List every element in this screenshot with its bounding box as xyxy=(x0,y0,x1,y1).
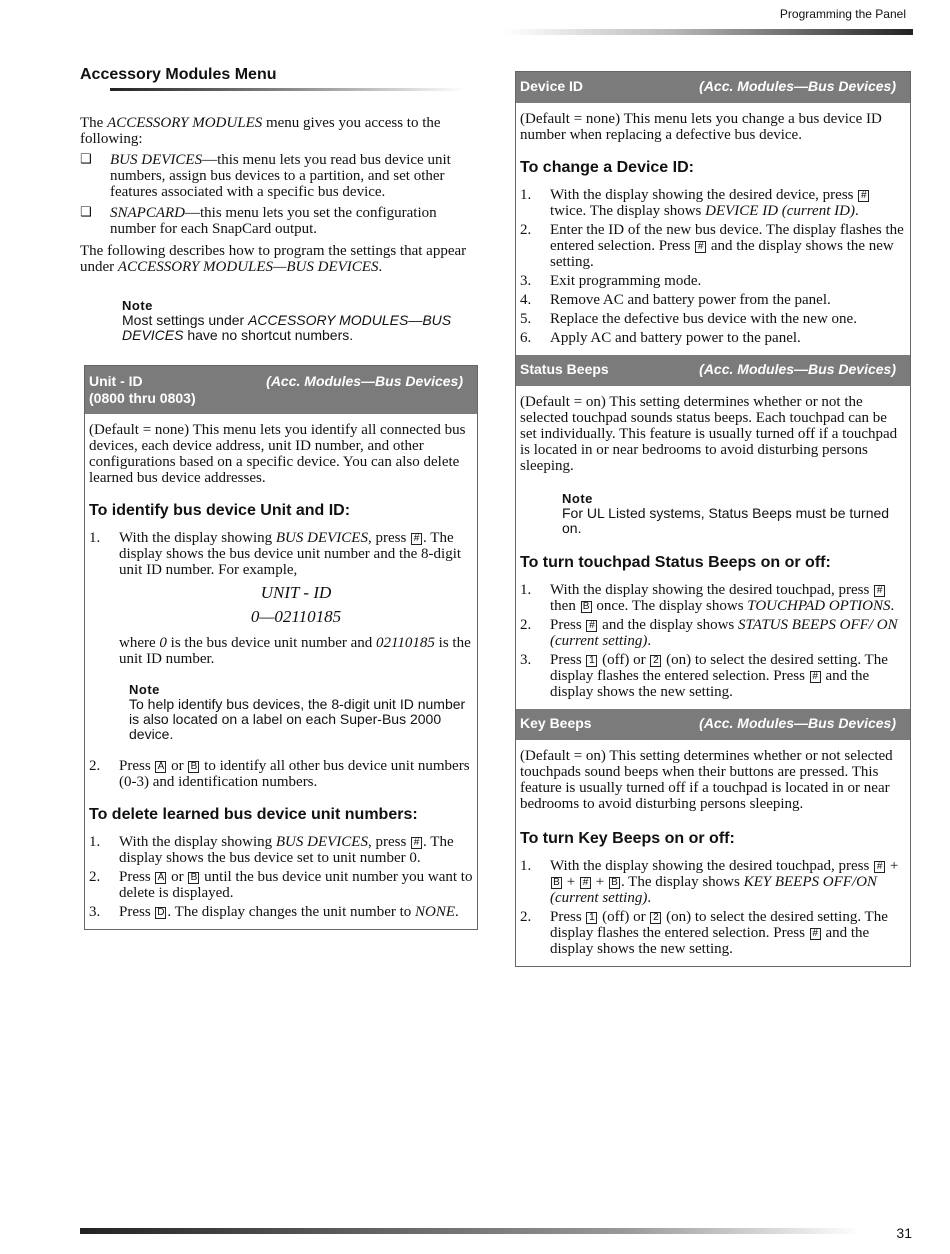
b-key-icon: B xyxy=(609,877,620,889)
note-block xyxy=(129,683,473,742)
box-description: (Default = on) This setting determines whether or not the selected touchpad sounds status beeps. Each touchpad can be set individually. This feature is usually turned off if a touchpad is located in or near bedrooms to avoid disturbing persons sleeping. xyxy=(520,394,898,474)
step-text: With the display showing the desired touchpad, press xyxy=(550,582,874,598)
steps-list xyxy=(89,834,473,920)
header-rule xyxy=(505,29,913,35)
b-key-icon: B xyxy=(581,601,592,613)
note-text: To help identify bus devices, the 8-digit unit ID number is also located on a label on each Super-Bus 2000 device. xyxy=(129,696,466,742)
step-text: . The display shows the bus device unit number and the 8-digit unit ID number. For example, xyxy=(119,530,462,578)
steps-list xyxy=(89,758,473,790)
step-text: to identify all other bus device unit numbers (0-3) and identification numbers. xyxy=(119,758,470,790)
running-header: Programming the Panel xyxy=(779,7,906,21)
step-emphasis: DEVICE ID (current ID) xyxy=(705,203,855,219)
example-line-1: UNIT - ID xyxy=(260,583,332,602)
left-column xyxy=(80,66,480,930)
intro-text-end: menu gives you access to the following: xyxy=(80,115,441,147)
where-paragraph xyxy=(89,635,473,667)
step-item xyxy=(520,292,906,308)
status-beeps-body xyxy=(516,386,910,709)
header-path: (Acc. Modules—Bus Devices) xyxy=(699,715,896,731)
right-column-box xyxy=(515,71,911,967)
step-text: Press xyxy=(550,652,586,668)
note-label: Note xyxy=(562,491,593,506)
device-id-body xyxy=(516,103,910,355)
step-text: . The display changes the unit number to xyxy=(167,904,416,920)
step-number: 3. xyxy=(520,652,532,668)
step-emphasis: KEY BEEPS OFF/ON (current setting) xyxy=(550,874,877,906)
step-item xyxy=(89,758,473,790)
where-emphasis: 02110185 xyxy=(376,635,435,651)
step-item xyxy=(520,187,906,219)
key-beeps-body xyxy=(516,740,910,966)
step-item xyxy=(89,904,473,920)
following-paragraph xyxy=(80,243,480,275)
hash-key-icon: # xyxy=(874,585,885,597)
note-block xyxy=(562,492,906,536)
step-text: Remove AC and battery power from the panel. xyxy=(550,292,831,308)
step-number: 2. xyxy=(89,869,101,885)
step-text: once. The display shows xyxy=(592,598,748,614)
step-text: (on) to select the desired setting. The display flashes the entered selection. Press xyxy=(550,909,888,941)
where-text: is the bus device unit number and xyxy=(166,635,377,651)
plus-sign: + xyxy=(886,858,899,874)
step-text: With the display showing the desired device, press xyxy=(550,187,858,203)
step-item xyxy=(520,311,906,327)
intro-paragraph xyxy=(80,115,480,147)
step-text: . xyxy=(890,598,895,614)
intro-text: The xyxy=(80,115,108,131)
note-text-end: have no shortcut numbers. xyxy=(183,327,354,343)
hash-key-icon: # xyxy=(810,928,821,940)
where-text: is the unit ID number. xyxy=(119,635,471,667)
step-text: (off) or xyxy=(598,909,650,925)
step-text: , press xyxy=(367,834,411,850)
page-number: 31 xyxy=(896,1225,912,1241)
step-item xyxy=(520,273,906,289)
step-text: With the display showing xyxy=(119,834,276,850)
step-text: Press xyxy=(550,617,586,633)
step-emphasis: BUS DEVICES xyxy=(275,834,368,850)
step-text: (off) or xyxy=(598,652,650,668)
plus-sign: + xyxy=(563,874,579,890)
hash-key-icon: # xyxy=(874,861,885,873)
step-item xyxy=(520,858,906,906)
hash-key-icon: # xyxy=(810,671,821,683)
steps-list xyxy=(89,530,473,578)
step-text: . xyxy=(647,890,652,906)
para-text: The following describes how to program the settings that appear under xyxy=(80,243,467,275)
bullet-text: —this menu lets you read bus device unit numbers, assign bus devices to a partition, and set other features associated with a specific bus device. xyxy=(110,152,451,200)
section-title: Accessory Modules Menu xyxy=(80,66,277,83)
bullet-term: SNAPCARD xyxy=(110,205,185,221)
subheading: To delete learned bus device unit numbers: xyxy=(89,806,418,823)
box-description: (Default = none) This menu lets you change a bus device ID number when replacing a defective bus device. xyxy=(520,111,882,143)
two-key-icon: 2 xyxy=(650,655,661,667)
step-number: 1. xyxy=(520,187,532,203)
note-emphasis: ACCESSORY MODULES—BUS DEVICES xyxy=(122,312,452,343)
step-text: twice. The display shows xyxy=(550,203,706,219)
bullet-text: —this menu lets you set the configuration number for each SnapCard output. xyxy=(110,205,437,237)
step-text: and the display shows the new setting. xyxy=(550,238,894,270)
step-text: , press xyxy=(367,530,411,546)
b-key-icon: B xyxy=(188,872,199,884)
steps-list xyxy=(520,187,906,346)
unit-id-body xyxy=(85,414,477,929)
hash-key-icon: # xyxy=(580,877,591,889)
step-number: 1. xyxy=(89,834,101,850)
step-number: 4. xyxy=(520,292,532,308)
header-title: Device ID xyxy=(520,78,584,94)
step-item xyxy=(520,582,906,614)
step-emphasis: BUS DEVICES xyxy=(275,530,368,546)
status-beeps-header xyxy=(516,355,910,386)
step-text: . xyxy=(647,633,652,649)
step-item xyxy=(89,530,473,578)
step-number: 1. xyxy=(520,582,532,598)
step-number: 6. xyxy=(520,330,532,346)
step-text: and the display shows the new setting. xyxy=(550,668,870,700)
step-number: 2. xyxy=(89,758,101,774)
step-number: 1. xyxy=(89,530,101,546)
header-path: (Acc. Modules—Bus Devices) xyxy=(699,78,896,94)
header-title: Key Beeps xyxy=(520,715,592,731)
step-text: Press xyxy=(119,869,155,885)
section-rule xyxy=(110,88,465,91)
step-item xyxy=(520,652,906,700)
note-text xyxy=(122,313,480,343)
subheading: To change a Device ID: xyxy=(520,159,694,176)
hash-key-icon: # xyxy=(695,241,706,253)
plus-sign: + xyxy=(591,874,608,890)
step-number: 2. xyxy=(520,617,532,633)
device-id-header xyxy=(516,72,910,103)
steps-list xyxy=(520,858,906,957)
step-text: Replace the defective bus device with the new one. xyxy=(550,311,857,327)
key-beeps-header xyxy=(516,709,910,740)
checkbox-bullet-icon: ❑ xyxy=(80,152,92,167)
unit-id-box xyxy=(84,365,478,930)
step-text: . The display shows xyxy=(620,874,744,890)
bullet-item xyxy=(80,205,480,237)
checkbox-bullet-icon: ❑ xyxy=(80,205,92,220)
where-text: where xyxy=(119,635,160,651)
step-text: Enter the ID of the new bus device. The display flashes the entered selection. Press xyxy=(550,222,904,254)
box-description: (Default = none) This menu lets you identify all connected bus devices, each device address, unit ID number, and other configurations based on a specific device. You can also delete learned bus device addresses. xyxy=(89,422,466,486)
step-text: or xyxy=(167,758,188,774)
step-text: With the display showing xyxy=(119,530,276,546)
footer-rule xyxy=(80,1228,860,1234)
box-description: (Default = on) This setting determines whether or not selected touchpads sound beeps when their buttons are pressed. This feature is usually turned off if a touchpad is located in or near bedrooms to avoid disturbing persons sleeping. xyxy=(520,748,893,812)
step-emphasis: TOUCHPAD OPTIONS xyxy=(747,598,891,614)
subheading: To identify bus device Unit and ID: xyxy=(89,502,351,519)
step-text: With the display showing the desired touchpad, press xyxy=(550,858,874,874)
step-number: 2. xyxy=(520,909,532,925)
two-key-icon: 2 xyxy=(650,912,661,924)
unit-id-header xyxy=(85,366,477,414)
step-item xyxy=(520,617,906,649)
b-key-icon: B xyxy=(188,761,199,773)
bullet-item xyxy=(80,152,480,200)
step-text: Press xyxy=(550,909,586,925)
note-label: Note xyxy=(122,298,153,313)
step-text: and the display shows xyxy=(598,617,738,633)
header-title: Status Beeps xyxy=(520,361,609,377)
step-text: (on) to select the desired setting. The display flashes the entered selection. Press xyxy=(550,652,888,684)
where-emphasis: 0 xyxy=(159,635,167,651)
note-block xyxy=(122,299,480,343)
step-item xyxy=(520,330,906,346)
step-text: Apply AC and battery power to the panel. xyxy=(550,330,801,346)
step-number: 5. xyxy=(520,311,532,327)
steps-list xyxy=(520,582,906,700)
header-title: Unit - ID xyxy=(89,373,143,389)
step-emphasis: NONE xyxy=(415,904,456,920)
step-text: . xyxy=(455,904,459,920)
intro-emphasis: ACCESSORY MODULES xyxy=(107,115,263,131)
bullet-term: BUS DEVICES xyxy=(110,152,203,168)
para-text-end: . xyxy=(378,259,383,275)
header-range: (0800 thru 0803) xyxy=(89,390,196,406)
hash-key-icon: # xyxy=(411,837,422,849)
step-item xyxy=(89,834,473,866)
step-emphasis: STATUS BEEPS OFF/ ON (current setting) xyxy=(550,617,898,649)
step-item xyxy=(520,222,906,270)
step-item xyxy=(89,869,473,901)
step-text: then xyxy=(550,598,580,614)
d-key-icon: D xyxy=(157,907,165,918)
one-key-icon: 1 xyxy=(586,912,597,924)
note-text: For UL Listed systems, Status Beeps must be turned on. xyxy=(562,505,890,536)
subheading: To turn Key Beeps on or off: xyxy=(520,830,735,847)
para-emphasis: ACCESSORY MODULES—BUS DEVICES xyxy=(117,259,379,275)
a-key-icon: A xyxy=(155,761,166,773)
subheading: To turn touchpad Status Beeps on or off: xyxy=(520,554,831,571)
header-path: (Acc. Modules—Bus Devices) xyxy=(266,373,463,389)
step-text: Exit programming mode. xyxy=(550,273,702,289)
b-key-icon: B xyxy=(551,877,562,889)
step-text: until the bus device unit number you want to delete is displayed. xyxy=(119,869,473,901)
step-number: 2. xyxy=(520,222,532,238)
step-number: 3. xyxy=(520,273,532,289)
header-path: (Acc. Modules—Bus Devices) xyxy=(699,361,896,377)
a-key-icon: A xyxy=(155,872,166,884)
one-key-icon: 1 xyxy=(586,655,597,667)
step-number: 1. xyxy=(520,858,532,874)
step-text: or xyxy=(167,869,188,885)
step-text: and the display shows the new setting. xyxy=(550,925,870,957)
example-line-2: 0—02110185 xyxy=(250,607,342,626)
hash-key-icon: # xyxy=(411,533,422,545)
step-text: . The display shows the bus device set to unit number 0. xyxy=(119,834,454,866)
note-text-start: Most settings under xyxy=(122,312,249,328)
hash-key-icon: # xyxy=(586,620,597,632)
step-item xyxy=(520,909,906,957)
step-text: . xyxy=(854,203,859,219)
step-text: Press xyxy=(119,758,155,774)
hash-key-icon: # xyxy=(858,190,869,202)
note-label: Note xyxy=(129,682,160,697)
step-number: 3. xyxy=(89,904,101,920)
step-text: Press xyxy=(119,904,155,920)
